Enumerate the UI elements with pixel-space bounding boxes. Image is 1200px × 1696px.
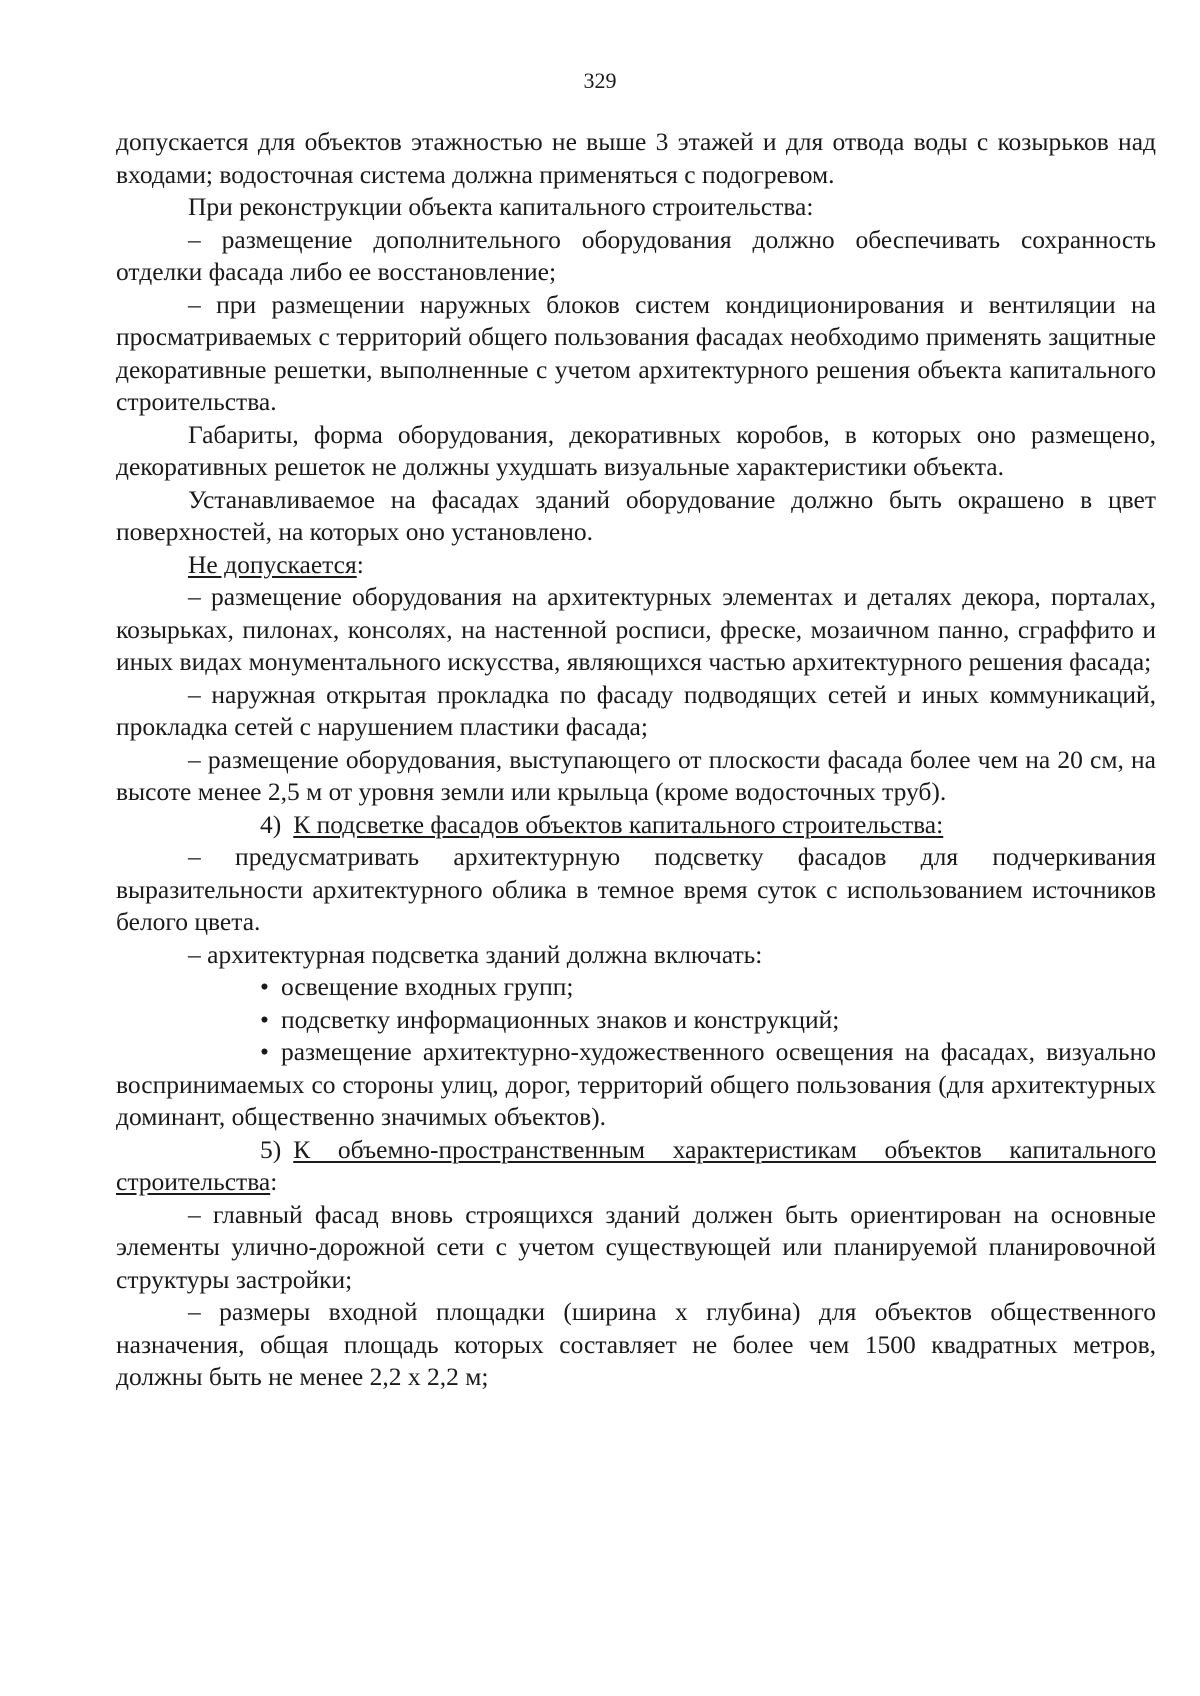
bullet-icon: • — [260, 1004, 269, 1034]
bullet-item — [116, 1004, 1156, 1037]
paragraph: Габариты, форма оборудования, декоративных коробов, в которых оно размещено, декоративных решеток не должны ухудшать визуальные характеристики объекта. — [116, 419, 1156, 481]
list-item: – наружная открытая прокладка по фасаду подводящих сетей и иных коммуникаций, прокладка сетей с нарушением пластики фасада; — [116, 679, 1156, 741]
list-item: – главный фасад вновь строящихся зданий должен быть ориентирован на основные элементы улично-дорожной сети с учетом существующей или планируемой планировочной структуры застройки; — [116, 1199, 1156, 1294]
list-item: – размещение дополнительного оборудования должно обеспечивать сохранность отделки фасада либо ее восстановление; — [116, 224, 1156, 286]
list-item: – при размещении наружных блоков систем кондиционирования и вентиляции на просматриваемых с территорий общего пользования фасадах необходимо применять защитные декоративные решетки, выполненные с учетом архитектурного решения объекта капитального строительства. — [116, 289, 1156, 416]
list-item: – архитектурная подсветка зданий должна включать: — [188, 939, 763, 969]
section-heading — [116, 1134, 1156, 1199]
heading-tail: : — [270, 1167, 278, 1196]
heading-text: Не допускается — [188, 549, 357, 579]
heading-tail: : — [356, 549, 364, 579]
paragraph: допускается для объектов этажностью не выше 3 этажей и для отвода воды с козырьков над входами; водосточная система должна применяться с подогревом. — [116, 127, 1156, 189]
list-item: – размеры входной площадки (ширина х глубина) для объектов общественного назначения, общая площадь которых составляет не более чем 1500 квадратных метров, должны быть не менее 2,2 х 2,2 м; — [116, 1297, 1156, 1391]
section-number: 5) — [260, 1134, 282, 1164]
bullet-text: размещение архитектурно-художественного освещения на фасадах, визуально воспринимаемых со стороны улиц, дорог, территорий общего пользования (для архитектурных доминант, общественно значимых объектов). — [116, 1037, 1156, 1131]
heading-text: К подсветке фасадов объектов капитального строительства: — [293, 809, 944, 839]
bullet-text: подсветку информационных знаков и конструкций; — [280, 1004, 840, 1034]
list-item: – предусматривать архитектурную подсветку фасадов для подчеркивания выразительности архитектурного облика в темное время суток с использованием источников белого цвета. — [116, 842, 1156, 936]
paragraph: При реконструкции объекта капитального строительства: — [188, 192, 814, 221]
section-heading — [116, 549, 1156, 582]
list-item: – размещение оборудования на архитектурных элементах и деталях декора, порталах, козырьках, пилонах, консолях, на настенной росписи, фреске, мозаичном панно, сграффито и иных видах монументального искусства, являющихся частью архитектурного решения фасада; — [116, 582, 1156, 676]
paragraph: Устанавливаемое на фасадах зданий оборудование должно быть окрашено в цвет поверхностей, на которых оно установлено. — [116, 484, 1156, 546]
bullet-item — [116, 1036, 1156, 1134]
bullet-icon: • — [260, 1037, 269, 1066]
section-heading — [116, 809, 1156, 842]
bullet-item — [116, 971, 1156, 1004]
bullet-text: освещение входных групп; — [280, 972, 574, 1001]
list-item: – размещение оборудования, выступающего от плоскости фасада более чем на 20 см, на высоте менее 2,5 м от уровня земли или крыльца (кроме водосточных труб). — [116, 744, 1156, 806]
section-number: 4) — [260, 809, 282, 839]
page-number: 329 — [583, 68, 617, 93]
bullet-icon: • — [260, 972, 269, 1001]
document-body — [116, 126, 1156, 1394]
heading-text: К объемно-пространственным характеристикам объектов капитального строительства — [116, 1134, 1156, 1196]
